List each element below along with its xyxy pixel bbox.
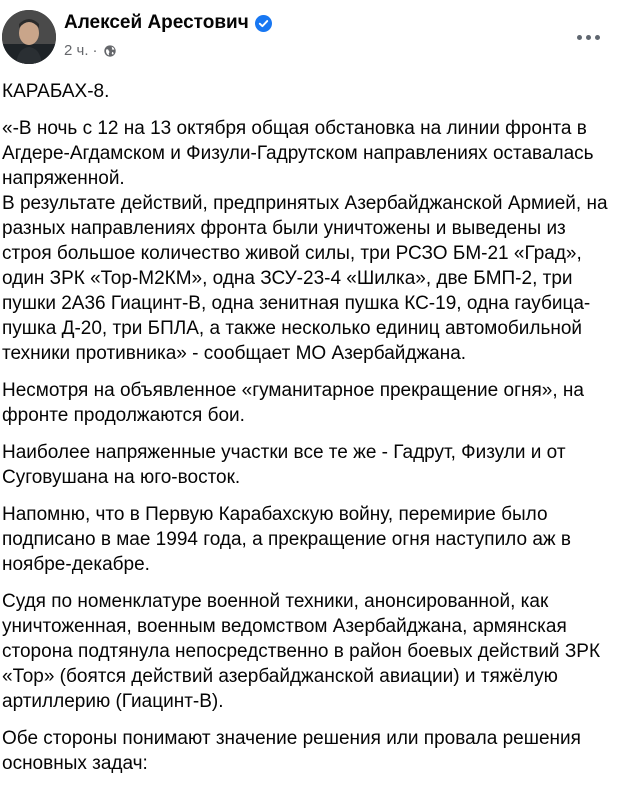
post-body <box>2 79 612 788</box>
more-dot <box>577 35 582 40</box>
post-paragraph: Наиболее напряженные участки все те же - Гадрут, Физули и от Суговушана на юго-восток. <box>2 442 566 488</box>
meta-separator: · <box>92 42 98 59</box>
author-avatar[interactable] <box>2 10 56 64</box>
author-name-text[interactable]: Алексей Арестович <box>64 12 249 33</box>
more-dot <box>595 35 600 40</box>
author-name[interactable] <box>64 12 272 34</box>
post-paragraph: Напомню, что в Первую Карабахскую войну, перемирие было подписано в мае 1994 года, а прекращение огня наступило аж в ноябре-декабре. <box>2 504 571 575</box>
post-paragraph: Обе стороны понимают значение решения или провала решения основных задач: <box>2 728 581 774</box>
verified-badge-icon <box>255 15 272 32</box>
post-meta <box>64 42 117 59</box>
more-dot <box>586 35 591 40</box>
avatar-image <box>2 10 56 64</box>
post-timestamp[interactable]: 2 ч. <box>64 42 89 59</box>
post-paragraph: «-В ночь с 12 на 13 октября общая обстановка на линии фронта в Агдере-Агдамском и Физули-Гадрутском направлениях оставалась напряженной. В результате действий, предпринятых Азербайджанской Армией, на разных направлениях фронта были уничтожены и выведены из строя большое количество живой силы, три РСЗО БМ-21 «Град», один ЗРК «Тор-М2КМ», одна ЗСУ-23-4 «Шилка», две БМП-2, три пушки 2А36 Гиацинт-В, одна зенитная пушка КС-19, одна гаубица-пушка Д-20, три БПЛА, а также несколько единиц автомобильной техники противника» - сообщает МО Азербайджана. <box>2 118 608 364</box>
post-header <box>0 0 620 70</box>
post-paragraph: Несмотря на объявленное «гуманитарное прекращение огня», на фронте продолжаются бои. <box>2 380 584 426</box>
more-options-icon[interactable] <box>570 22 606 52</box>
globe-icon[interactable] <box>103 44 117 58</box>
post-paragraph: КАРАБАХ-8. <box>2 81 110 102</box>
post-paragraph: Судя по номенклатуре военной техники, анонсированной, как уничтоженная, военным ведомством Азербайджана, армянская сторона подтянула непосредственно в район боевых действий ЗРК «Тор» (боятся действий азербайджанской авиации) и тяжёлую артиллерию (Гиацинт-В). <box>2 591 601 712</box>
